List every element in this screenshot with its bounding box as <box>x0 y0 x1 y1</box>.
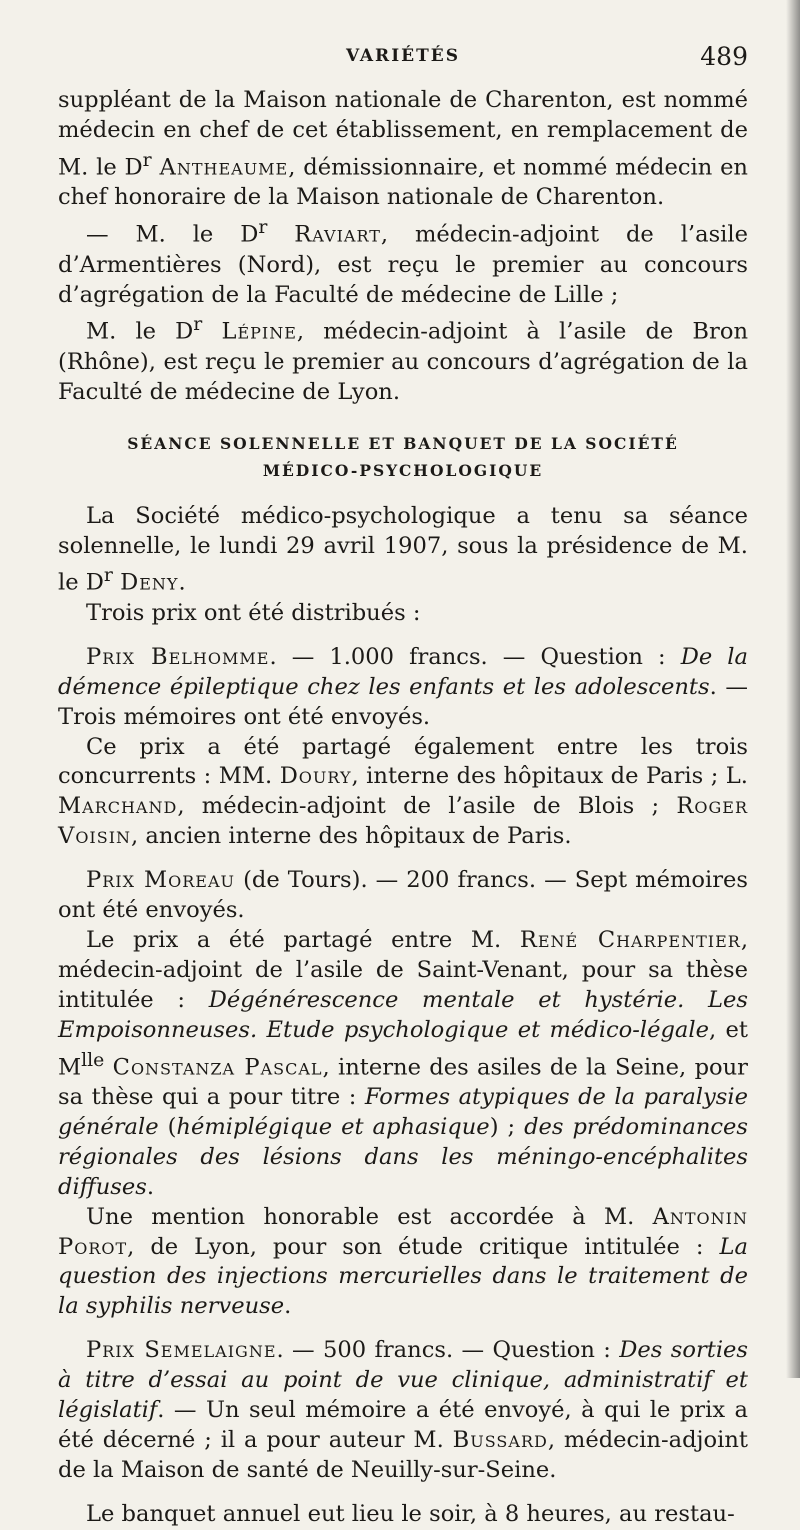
text: , médecin-adjoint de la Maison de santé de Neuilly-sur-Seine. <box>58 1427 748 1483</box>
text: , interne des asiles de la Seine, pour sa thèse qui a pour titre : <box>58 1054 748 1111</box>
paragraph-prix-moreau <box>58 866 748 926</box>
text: . — 500 francs. — Question : <box>276 1337 620 1364</box>
text: ( <box>158 1113 177 1140</box>
superscript: r <box>193 314 203 336</box>
superscript: r <box>103 565 113 587</box>
person-name: Antheaume <box>159 154 289 181</box>
running-head: VARIÉTÉS <box>346 46 460 66</box>
paragraph-lepine <box>58 310 748 407</box>
italic-title: Formes atypiques de la paralysie générale <box>58 1084 748 1140</box>
paragraph-seance <box>58 502 748 599</box>
text: La Société médico-psychologique a tenu sa séance solennelle, le lundi 29 avril 1907, sous la présidence de M. le D <box>58 502 748 596</box>
superscript: r <box>142 149 152 171</box>
page-edge-shadow <box>786 0 800 1378</box>
heading-line: SÉANCE SOLENNELLE ET BANQUET DE LA SOCIÉTÉ <box>127 433 679 453</box>
person-name: René Charpentier <box>519 926 741 953</box>
italic-title: des prédominances régionales des lésions dans les méningo-encéphalites diffuses <box>58 1113 749 1200</box>
text: . <box>146 1173 154 1200</box>
superscript: r <box>258 217 268 239</box>
text: . — 1.000 francs. — Question : <box>269 643 681 670</box>
person-name: Bussard <box>452 1427 548 1453</box>
paragraph-charenton <box>58 86 748 213</box>
person-name: Doury <box>279 763 352 790</box>
text: . <box>284 1293 292 1320</box>
italic-title: hémiplégique et aphasique <box>176 1113 490 1140</box>
text: M. le D <box>86 318 194 345</box>
italic-title: La question des injections mercurielles dans le traitement de la syphilis nerveuse <box>58 1233 748 1320</box>
prize-name: Prix Belhomme <box>86 643 270 670</box>
page-header <box>58 42 748 78</box>
text: , interne des hôpitaux de Paris ; L. <box>351 763 748 790</box>
italic-title: Dégénérescence mentale et hystérie. Les Empoisonneuses. Etude psychologique et médico-légale <box>58 986 748 1043</box>
text: , ancien interne des hôpitaux de Paris. <box>131 823 572 850</box>
person-name: Roger Voisin <box>58 793 748 850</box>
text: (de Tours). — 200 francs. — Sept mémoires ont été envoyés. <box>58 867 748 924</box>
paragraph-prix-semelaigne <box>58 1336 748 1486</box>
text: . — Un seul mémoire a été envoyé, à qui le prix a été décerné ; il a pour auteur M. <box>58 1397 748 1453</box>
italic-title: Des sorties à titre d’essai au point de vue clinique, administratif et législatif <box>58 1337 749 1424</box>
text: Trois prix ont été distribués : <box>86 599 421 626</box>
text: suppléant de la Maison nationale de Charenton, est nommé médecin en chef de cet établissement, en remplacement de M. le D <box>58 87 748 181</box>
page-body <box>58 86 748 1530</box>
text: Le banquet annuel eut lieu le soir, à 8 heures, au restau- <box>86 1500 735 1527</box>
text: Le prix a été partagé entre M. <box>86 926 520 953</box>
italic-title: De la démence épileptique chez les enfants et les adolescents <box>58 643 748 700</box>
paragraph-mention-honorable <box>58 1203 748 1323</box>
paragraph-prizes-intro <box>58 599 748 629</box>
text: , démissionnaire, et nommé médecin en chef honoraire de la Maison nationale de Charenton. <box>58 154 748 211</box>
page-number: 489 <box>700 42 748 71</box>
paragraph-belhomme-winners <box>58 733 748 853</box>
text: , médecin-adjoint de l’asile de Saint-Venant, pour sa thèse intitulée : <box>58 926 749 1013</box>
prize-name: Prix Semelaigne <box>86 1337 277 1364</box>
text: , médecin-adjoint de l’asile d’Armentières (Nord), est reçu le premier au concours d’agrégation de la Faculté de médecine de Lille ; <box>58 221 748 308</box>
person-name: Constanza Pascal <box>112 1054 323 1081</box>
paragraph-raviart <box>58 213 748 310</box>
text: Une mention honorable est accordée à M. <box>86 1203 653 1230</box>
text: Ce prix a été partagé également entre les trois concurrents : MM. <box>58 733 748 790</box>
text: , et M <box>58 1016 748 1081</box>
text: ) ; <box>489 1113 525 1140</box>
paragraph-prix-belhomme <box>58 643 748 733</box>
section-heading <box>58 430 748 484</box>
text: . — Trois mémoires ont été envoyés. <box>58 673 749 730</box>
text: — M. le D <box>86 221 259 248</box>
person-name: Antonin Porot <box>58 1203 748 1260</box>
text: , de Lyon, pour son étude critique intitulée : <box>127 1233 720 1260</box>
text: , médecin-adjoint à l’asile de Bron (Rhône), est reçu le premier au concours d’agrégation de la Faculté de médecine de Lyon. <box>58 318 748 405</box>
paragraph-moreau-winners <box>58 926 748 1203</box>
person-name: Marchand <box>58 793 178 820</box>
superscript: lle <box>81 1049 105 1071</box>
paragraph-banquet <box>58 1500 748 1530</box>
text: . <box>178 570 186 596</box>
person-name: Lépine <box>221 318 297 345</box>
person-name: Deny <box>120 570 179 596</box>
person-name: Raviart <box>294 221 381 248</box>
heading-line: MÉDICO-PSYCHOLOGIQUE <box>262 460 544 480</box>
prize-name: Prix Moreau <box>86 867 236 894</box>
text: , médecin-adjoint de l’asile de Blois ; <box>177 793 677 820</box>
